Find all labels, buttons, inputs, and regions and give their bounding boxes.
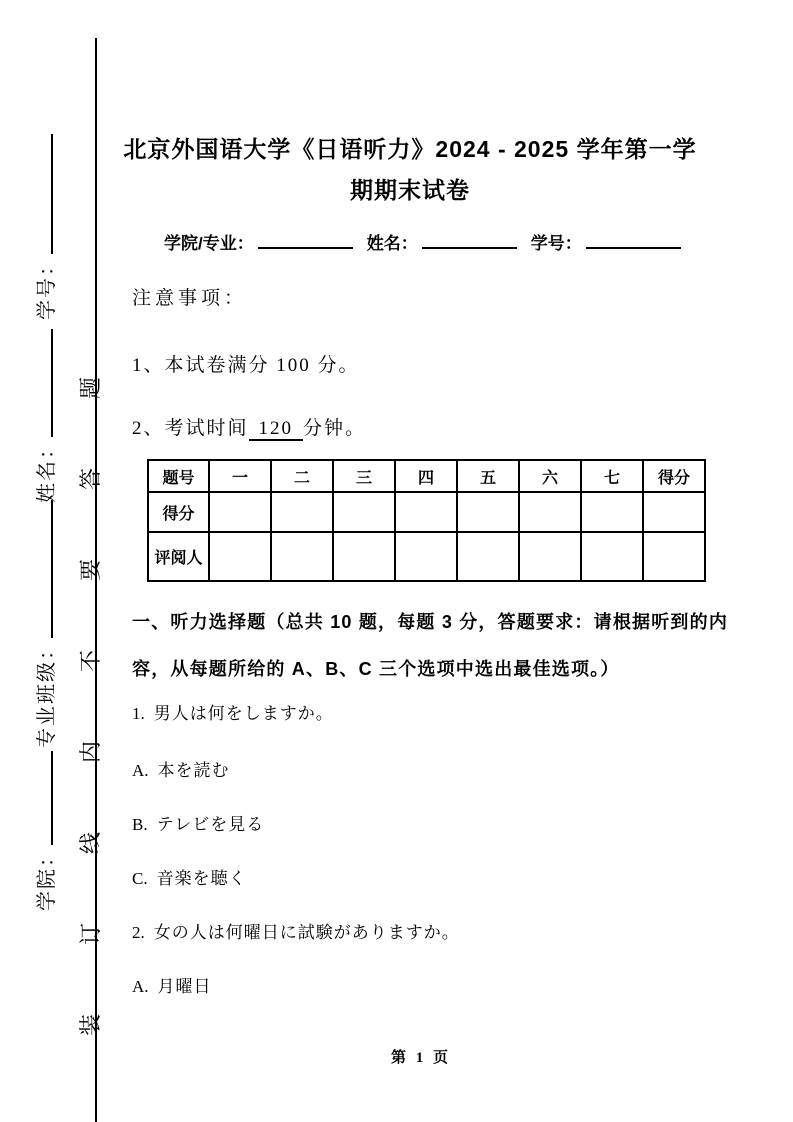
question-2 xyxy=(132,918,460,943)
section-one-heading-line-2: 容，从每题所给的 A、B、C 三个选项中选出最佳选项。） xyxy=(132,659,620,679)
question-2-option-a xyxy=(132,972,212,997)
reviewer-cell xyxy=(519,532,581,581)
option-a-key: A. xyxy=(132,761,149,780)
score-cell xyxy=(581,492,643,532)
exam-title-line-1: 北京外国语大学《日语听力》2024 - 2025 学年第一学 xyxy=(123,136,697,162)
question-1-option-a xyxy=(132,756,230,781)
score-cell xyxy=(519,492,581,532)
option-a-text: 本を読む xyxy=(157,761,230,780)
score-table-header-cell: 六 xyxy=(519,460,581,492)
option-a-text: 月曜日 xyxy=(157,977,212,996)
margin-field-college xyxy=(30,751,59,911)
reviewer-cell xyxy=(333,532,395,581)
score-cell xyxy=(333,492,395,532)
section-one-heading-line-1: 一、听力选择题（总共 10 题，每题 3 分，答题要求：请根据听到的内 xyxy=(132,612,729,632)
score-table-header-cell: 得分 xyxy=(643,460,705,492)
score-table-header-cell: 七 xyxy=(581,460,643,492)
reviewer-cell xyxy=(271,532,333,581)
notice-item-1: 1、本试卷满分 100 分。 xyxy=(132,355,360,376)
score-cell xyxy=(457,492,519,532)
notice-item-2 xyxy=(132,413,366,440)
margin-field-student-id-blank xyxy=(31,134,53,254)
option-b-text: テレビを見る xyxy=(156,815,265,834)
score-table-header-cell: 五 xyxy=(457,460,519,492)
margin-field-name-blank xyxy=(31,329,53,437)
binding-line-text: 装订线内不要答题 xyxy=(78,307,103,1036)
info-name-blank xyxy=(422,232,517,249)
footer-page-number: 第 1 页 xyxy=(390,1050,451,1066)
exam-title-line-2: 期期末试卷 xyxy=(350,177,470,203)
score-row-label: 得分 xyxy=(148,492,209,532)
margin-field-student-id xyxy=(30,134,59,320)
margin-field-student-id-label: 学号： xyxy=(36,254,58,320)
score-cell xyxy=(271,492,333,532)
option-c-key: C. xyxy=(132,869,148,888)
exam-duration-value: 120 xyxy=(249,418,304,441)
score-table-header-cell: 三 xyxy=(333,460,395,492)
question-1-option-b xyxy=(132,810,264,835)
question-1-option-c xyxy=(132,864,247,889)
margin-field-name xyxy=(30,329,59,503)
option-a-key: A. xyxy=(132,977,149,996)
notice-heading: 注意事项： xyxy=(132,288,248,309)
score-table-reviewer-row xyxy=(148,532,705,581)
score-table-header-cell: 二 xyxy=(271,460,333,492)
question-2-number: 2. xyxy=(132,923,145,942)
reviewer-cell xyxy=(209,532,271,581)
option-b-key: B. xyxy=(132,815,148,834)
question-2-text: 女の人は何曜日に試験がありますか。 xyxy=(153,923,460,942)
score-cell xyxy=(643,492,705,532)
score-table-header-cell: 一 xyxy=(209,460,271,492)
info-college-major-blank xyxy=(258,232,353,249)
info-college-major-label: 学院/专业： xyxy=(164,234,254,253)
score-cell xyxy=(209,492,271,532)
reviewer-cell xyxy=(643,532,705,581)
question-1 xyxy=(132,699,334,724)
question-1-number: 1. xyxy=(132,704,145,723)
score-cell xyxy=(395,492,457,532)
notice-item-2-suffix: 分钟。 xyxy=(303,418,367,439)
score-table-score-row xyxy=(148,492,705,532)
score-table-header-cell: 四 xyxy=(395,460,457,492)
info-name-label: 姓名： xyxy=(366,234,418,253)
margin-field-college-label: 学院： xyxy=(36,845,58,911)
reviewer-row-label: 评阅人 xyxy=(148,532,209,581)
score-table xyxy=(147,459,706,582)
margin-field-class-label: 专业班级： xyxy=(36,638,58,748)
margin-field-name-label: 姓名： xyxy=(36,437,58,503)
option-c-text: 音楽を聴く xyxy=(156,869,247,888)
score-table-header-row xyxy=(148,460,705,492)
reviewer-cell xyxy=(581,532,643,581)
student-info-line xyxy=(164,229,681,254)
reviewer-cell xyxy=(395,532,457,581)
info-student-id-label: 学号： xyxy=(530,234,582,253)
question-1-text: 男人は何をしますか。 xyxy=(153,704,334,723)
margin-field-college-blank xyxy=(31,751,53,845)
score-table-header-cell: 题号 xyxy=(148,460,209,492)
margin-field-class xyxy=(30,500,59,748)
margin-field-class-blank xyxy=(31,500,53,638)
reviewer-cell xyxy=(457,532,519,581)
info-student-id-blank xyxy=(586,232,681,249)
notice-item-2-prefix: 2、考试时间 xyxy=(132,418,249,439)
